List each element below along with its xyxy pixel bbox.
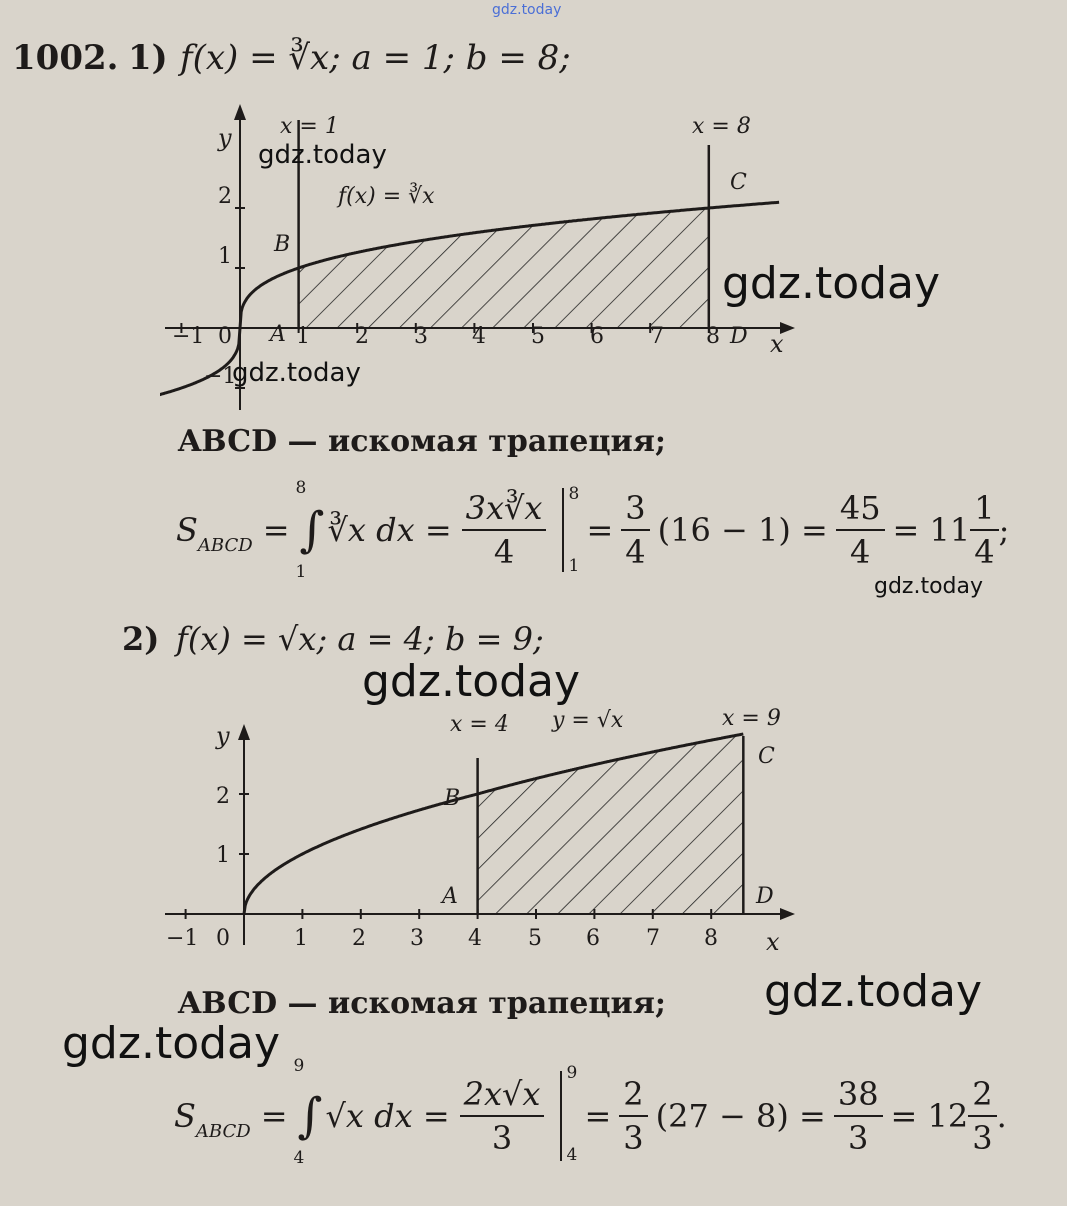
integral-sign: ∫ 9 4 bbox=[293, 1056, 323, 1168]
g2-xtick: 0 bbox=[216, 926, 230, 951]
g2-curve-label: y = √x bbox=[552, 708, 624, 733]
frac-den: 3 bbox=[623, 1119, 644, 1157]
integral-sign: ∫ 8 1 bbox=[295, 478, 325, 582]
g1-xtick: 3 bbox=[414, 324, 428, 349]
parenthesis-expr: (27 − 8) = bbox=[655, 1097, 826, 1135]
g2-point-b: B bbox=[444, 786, 461, 811]
integral-upper: 8 bbox=[295, 478, 307, 498]
solution-1 bbox=[176, 478, 1010, 582]
integral-lower: 1 bbox=[295, 562, 307, 582]
g1-point-d: D bbox=[730, 324, 748, 349]
watermark: gdz.today bbox=[362, 656, 581, 707]
frac-den: 3 bbox=[848, 1119, 869, 1157]
end-punct: . bbox=[996, 1097, 1007, 1135]
g1-ytick: −1 bbox=[204, 364, 237, 389]
watermark: gdz.today bbox=[764, 966, 983, 1017]
frac-num: 1 bbox=[970, 489, 998, 531]
area-subscript: ABCD bbox=[195, 1121, 251, 1142]
integrand: ∛x dx = bbox=[327, 511, 452, 549]
fraction-mixed bbox=[968, 1075, 996, 1157]
g2-point-c: C bbox=[758, 744, 775, 769]
g1-xtick: 0 bbox=[218, 324, 232, 349]
frac-num: 3 bbox=[621, 489, 649, 531]
equals: = bbox=[584, 1097, 612, 1135]
g1-xtick: 2 bbox=[355, 324, 369, 349]
watermark: gdz.today bbox=[62, 1018, 281, 1069]
evaluation-bar bbox=[544, 1063, 578, 1165]
y-axis-arrow bbox=[234, 104, 246, 120]
frac-den: 4 bbox=[974, 533, 995, 571]
y-axis-arrow bbox=[238, 724, 250, 740]
frac-den: 4 bbox=[850, 533, 871, 571]
g2-xtick: −1 bbox=[166, 926, 199, 951]
g1-point-c: C bbox=[730, 170, 747, 195]
watermark: gdz.today bbox=[258, 140, 387, 170]
fraction-result bbox=[834, 1075, 883, 1157]
watermark: gdz.today bbox=[232, 358, 361, 388]
integral-lower: 4 bbox=[293, 1148, 305, 1168]
part2-label: 2) bbox=[122, 620, 160, 658]
area-symbol: S bbox=[174, 1097, 196, 1135]
fraction-mixed bbox=[970, 489, 998, 571]
shaded-area bbox=[299, 208, 709, 328]
x-axis-arrow bbox=[780, 908, 795, 920]
part1-statement: f(x) = ∛x; a = 1; b = 8; bbox=[180, 38, 571, 78]
frac-den: 4 bbox=[625, 533, 646, 571]
g2-xtick: 4 bbox=[468, 926, 482, 951]
g1-y-axis-label: y bbox=[218, 124, 232, 152]
g1-xtick: 7 bbox=[650, 324, 664, 349]
g2-xtick: 3 bbox=[410, 926, 424, 951]
g1-x-axis-label: x bbox=[770, 330, 784, 358]
watermark: gdz.today bbox=[874, 574, 984, 599]
g1-xtick: 1 bbox=[296, 324, 310, 349]
fraction-coefficient bbox=[621, 489, 649, 571]
caption-1: ABCD — искомая трапеция; bbox=[178, 424, 666, 459]
bar-lower: 1 bbox=[568, 556, 580, 576]
area-symbol: S bbox=[176, 511, 198, 549]
part1-label: 1) bbox=[128, 38, 168, 78]
watermark-top: gdz.today bbox=[492, 2, 562, 18]
g2-xtick: 5 bbox=[528, 926, 542, 951]
g1-ytick: 1 bbox=[218, 244, 232, 269]
equals: = bbox=[586, 511, 614, 549]
g1-xtick: 6 bbox=[590, 324, 604, 349]
bar-upper: 9 bbox=[566, 1063, 578, 1083]
integral-upper: 9 bbox=[293, 1056, 305, 1076]
caption-2: ABCD — искомая трапеция; bbox=[178, 986, 666, 1021]
frac-den: 3 bbox=[491, 1119, 513, 1157]
g2-point-a: A bbox=[442, 884, 458, 909]
g1-point-b: B bbox=[274, 232, 291, 257]
fraction-coefficient bbox=[619, 1075, 647, 1157]
g2-line-b-label: x = 9 bbox=[722, 706, 781, 731]
g2-ytick: 1 bbox=[216, 843, 230, 868]
fraction-antiderivative bbox=[462, 489, 547, 571]
g1-ytick: 2 bbox=[218, 184, 232, 209]
g1-xtick: 4 bbox=[472, 324, 486, 349]
equals: = bbox=[262, 511, 290, 549]
g2-xtick: 6 bbox=[586, 926, 600, 951]
equals: = bbox=[260, 1097, 288, 1135]
fraction-antiderivative bbox=[460, 1075, 545, 1157]
bar-lower: 4 bbox=[566, 1145, 578, 1165]
g2-line-a-label: x = 4 bbox=[450, 712, 509, 737]
g1-point-a: A bbox=[270, 322, 286, 347]
frac-num: 2 bbox=[619, 1075, 647, 1117]
g1-line-a-label: x = 1 bbox=[280, 114, 339, 139]
frac-num: 45 bbox=[836, 489, 885, 531]
g1-xtick: 8 bbox=[706, 324, 720, 349]
g1-xtick: −1 bbox=[172, 324, 205, 349]
watermark: gdz.today bbox=[722, 258, 941, 309]
integrand: √x dx = bbox=[325, 1097, 450, 1135]
parenthesis-expr: (16 − 1) = bbox=[657, 511, 828, 549]
g1-curve-label: f(x) = ∛x bbox=[338, 184, 435, 209]
area-subscript: ABCD bbox=[197, 535, 253, 556]
g2-y-axis-label: y bbox=[216, 722, 230, 750]
g2-xtick: 7 bbox=[646, 926, 660, 951]
g2-point-d: D bbox=[756, 884, 774, 909]
part2-statement: f(x) = √x; a = 4; b = 9; bbox=[176, 620, 544, 658]
g2-ytick: 2 bbox=[216, 784, 230, 809]
problem-number: 1002. bbox=[12, 38, 119, 78]
graph-2 bbox=[160, 720, 800, 960]
frac-num: 38 bbox=[834, 1075, 883, 1117]
g2-xtick: 2 bbox=[352, 926, 366, 951]
end-punct: ; bbox=[998, 511, 1010, 549]
evaluation-bar bbox=[546, 484, 580, 576]
frac-den: 3 bbox=[972, 1119, 993, 1157]
frac-num: 2 bbox=[968, 1075, 996, 1117]
g1-line-b-label: x = 8 bbox=[692, 114, 751, 139]
g2-xtick: 8 bbox=[704, 926, 718, 951]
solution-2 bbox=[174, 1056, 1007, 1168]
g2-x-axis-label: x bbox=[766, 928, 780, 956]
frac-num: 2x√x bbox=[460, 1075, 545, 1117]
mixed-whole: = 12 bbox=[890, 1097, 969, 1135]
g1-xtick: 5 bbox=[531, 324, 545, 349]
fraction-result bbox=[836, 489, 885, 571]
g2-xtick: 1 bbox=[294, 926, 308, 951]
mixed-whole: = 11 bbox=[892, 511, 971, 549]
frac-den: 4 bbox=[493, 533, 515, 571]
bar-upper: 8 bbox=[568, 484, 580, 504]
frac-num: 3x∛x bbox=[462, 489, 547, 531]
